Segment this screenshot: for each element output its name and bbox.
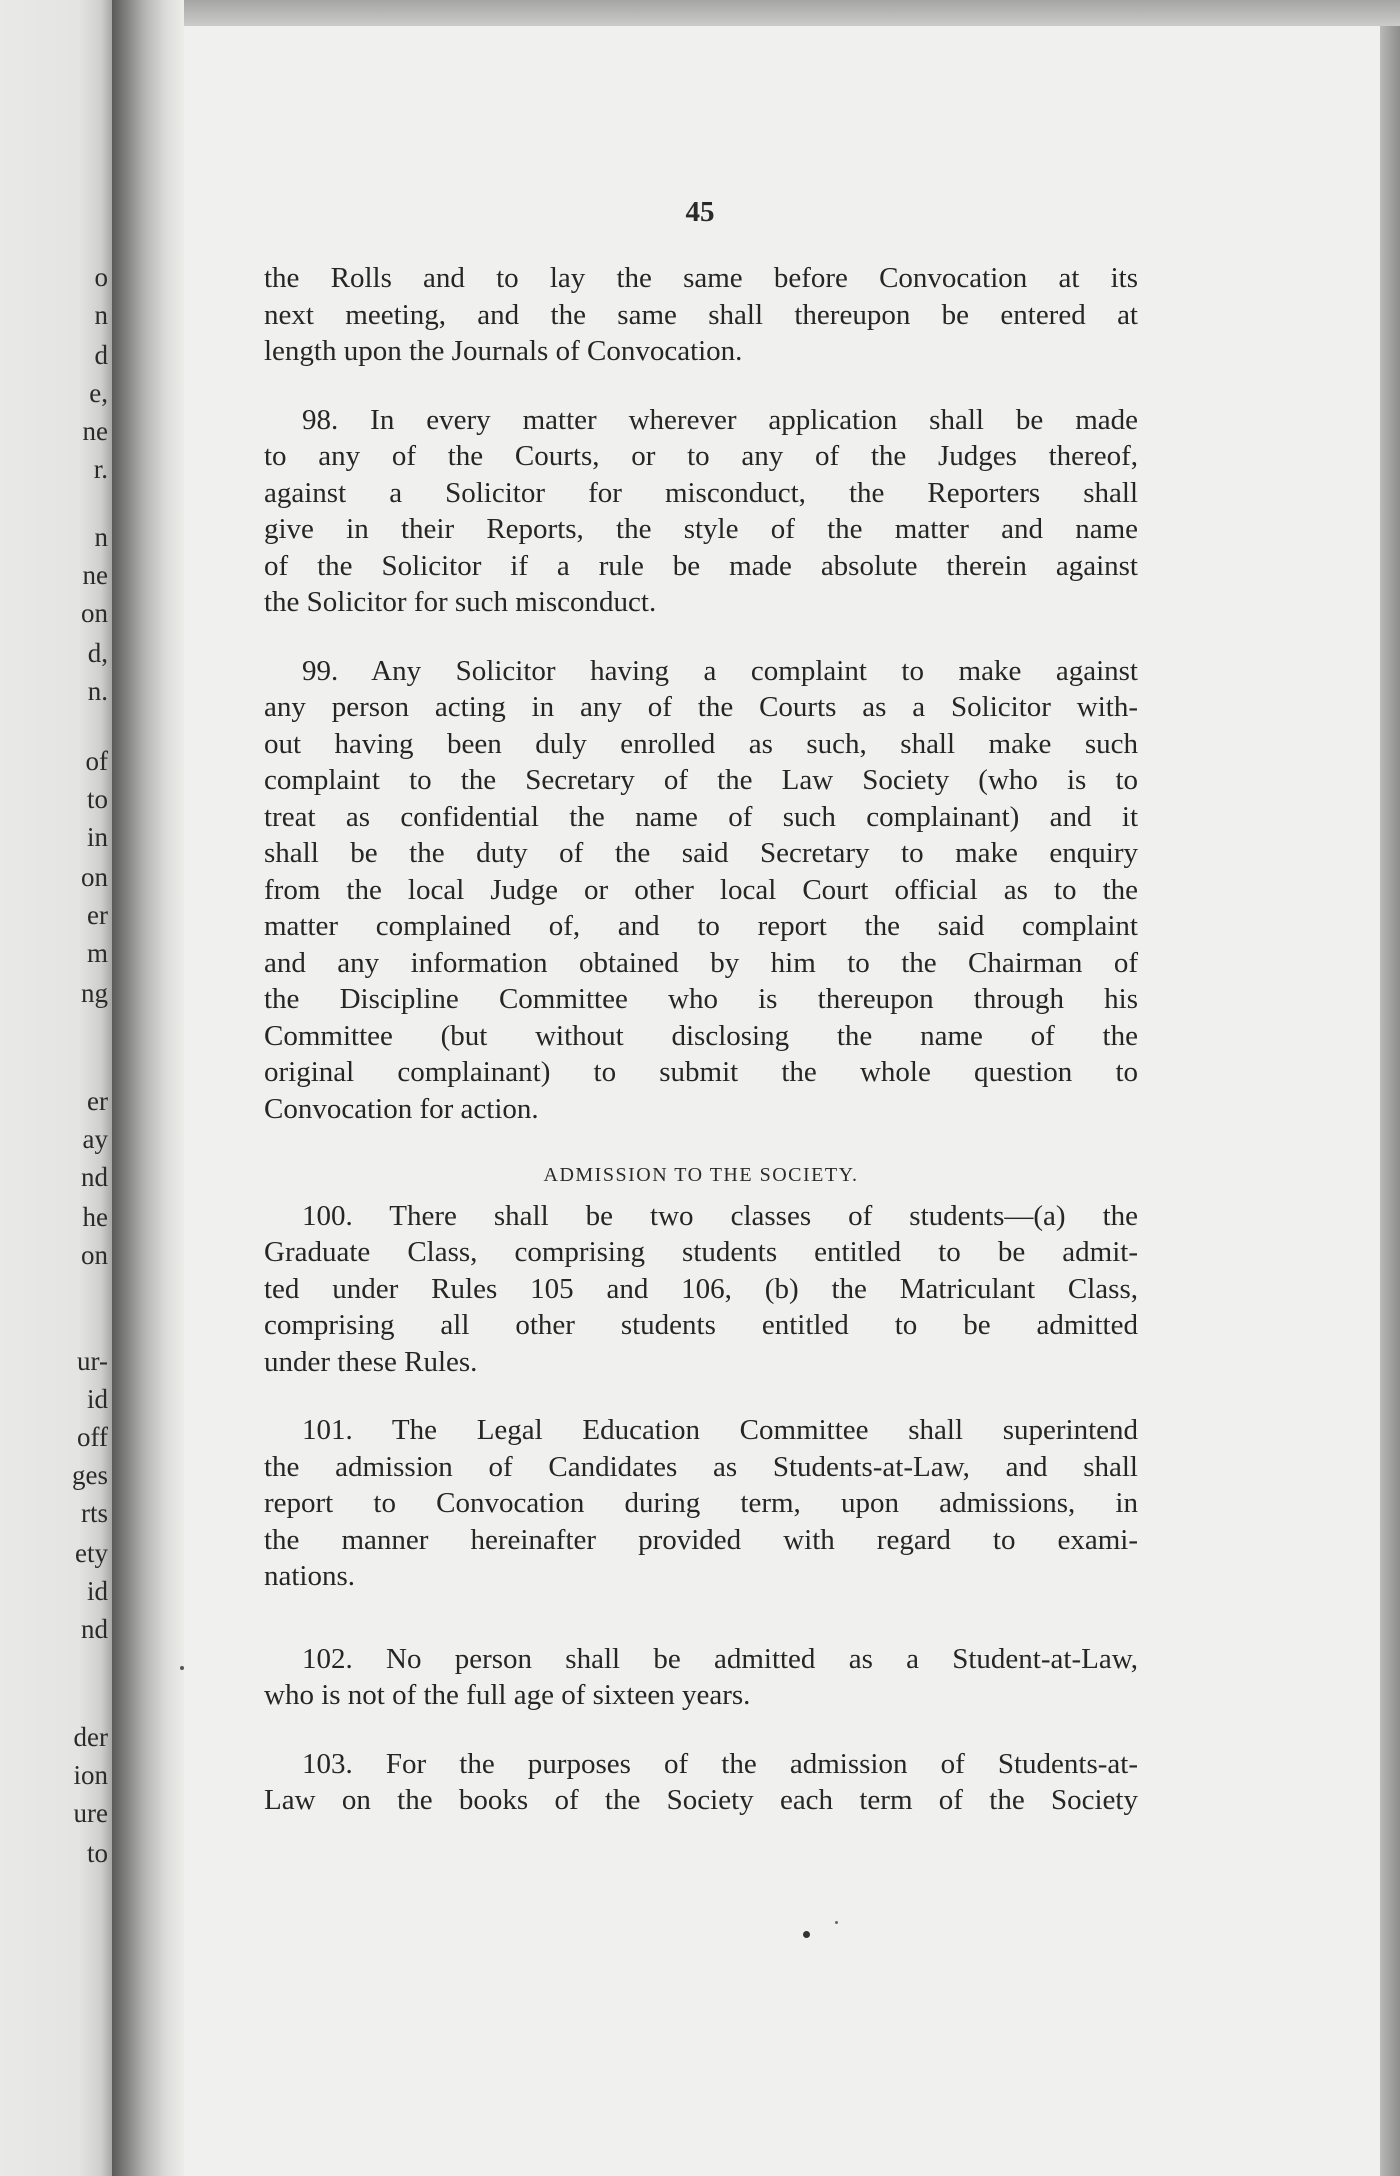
rule-99-paragraph: [264, 653, 1138, 1128]
rule-101-paragraph: [264, 1412, 1138, 1595]
text-line: from the local Judge or other local Court official as to the: [264, 873, 1138, 906]
section-heading: ADMISSION TO THE SOCIETY.: [543, 1164, 859, 1186]
left-page-fragment: o: [94, 262, 108, 292]
text-line: original complainant) to submit the whole question to: [264, 1056, 1138, 1088]
left-page-fragment: n: [94, 300, 108, 330]
text-line: the Discipline Committee who is thereupon through his: [264, 983, 1138, 1015]
left-page-fragment: ng: [81, 978, 108, 1008]
text-line: 103. For the purposes of the admission of Students-at-: [302, 1747, 1138, 1780]
text-line: shall be the duty of the said Secretary to make enquiry: [264, 837, 1138, 869]
left-page-fragment: in: [86, 822, 108, 852]
text-line: complaint to the Secretary of the Law Society (who is to: [264, 764, 1138, 796]
ink-speck: [835, 1921, 838, 1924]
left-page-fragment: of: [85, 746, 108, 776]
text-line: out having been duly enrolled as such, shall make such: [264, 727, 1138, 760]
left-page-fragment: n.: [87, 676, 108, 706]
rule-103-paragraph: [264, 1746, 1138, 1819]
text-line: treat as confidential the name of such complainant) and it: [264, 800, 1138, 833]
text-line: the Rolls and to lay the same before Convocation at its: [264, 262, 1138, 294]
text-line: give in their Reports, the style of the matter and name: [264, 513, 1138, 545]
ink-speck: [803, 1931, 810, 1938]
left-page-fragment: to: [86, 784, 108, 814]
left-page-fragment: nd: [81, 1614, 108, 1644]
page-body: [264, 196, 1138, 1819]
left-page-fragment: er: [87, 900, 108, 930]
left-page-fragment: ion: [73, 1760, 108, 1790]
text-line: the manner hereinafter provided with regard to exami-: [264, 1523, 1138, 1556]
text-line: and any information obtained by him to the Chairman of: [264, 946, 1138, 979]
left-page-fragment: ur-: [77, 1346, 108, 1376]
left-page-fragment: n: [94, 522, 108, 552]
text-line: the Solicitor for such misconduct.: [264, 586, 657, 618]
text-line: who is not of the full age of sixteen years.: [264, 1679, 751, 1711]
left-page-fragment: d,: [87, 638, 108, 668]
book-gutter-shadow: [112, 0, 184, 2176]
left-page-fragment: on: [81, 598, 108, 628]
left-page-fragment: ges: [72, 1460, 108, 1490]
left-page-fragment: on: [81, 862, 108, 892]
text-line: 100. There shall be two classes of students—(a) the: [302, 1199, 1138, 1232]
text-line: Law on the books of the Society each term of the Society: [264, 1784, 1138, 1816]
left-page-fragment: der: [73, 1722, 108, 1752]
continuation-paragraph: [264, 260, 1138, 370]
left-page-fragment: off: [77, 1422, 108, 1452]
text-line: matter complained of, and to report the said complaint: [264, 910, 1138, 942]
text-line: Convocation for action.: [264, 1092, 539, 1125]
left-page-fragment: id: [86, 1384, 108, 1414]
text-line: under these Rules.: [264, 1345, 478, 1378]
text-line: next meeting, and the same shall thereupon be entered at: [264, 298, 1138, 331]
text-line: 102. No person shall be admitted as a Student-at-Law,: [302, 1642, 1138, 1675]
left-page-edge: [0, 0, 112, 2176]
text-line: against a Solicitor for misconduct, the Reporters shall: [264, 476, 1138, 509]
left-page-fragment: er: [87, 1086, 108, 1116]
text-line: report to Convocation during term, upon admissions, in: [264, 1487, 1138, 1519]
left-page-fragment: on: [81, 1240, 108, 1270]
left-page-fragment: nd: [81, 1162, 108, 1192]
left-page-fragment: he: [82, 1202, 108, 1232]
left-page-fragment: ne: [82, 560, 108, 590]
left-page-fragment: to: [86, 1838, 108, 1868]
left-page-fragment: ne: [82, 416, 108, 446]
text-line: nations.: [264, 1560, 356, 1592]
left-page-fragment: r.: [93, 454, 108, 484]
left-page-fragment: id: [86, 1576, 108, 1606]
left-page-fragment: e,: [89, 378, 108, 408]
rule-100-paragraph: [264, 1198, 1138, 1381]
text-line: any person acting in any of the Courts as a Solicitor with-: [264, 691, 1138, 723]
text-line: to any of the Courts, or to any of the Judges thereof,: [264, 440, 1138, 472]
left-page-fragment: ety: [75, 1538, 108, 1568]
text-line: Committee (but without disclosing the name of the: [264, 1019, 1138, 1052]
page-top-edge: [184, 0, 1400, 26]
text-line: ted under Rules 105 and 106, (b) the Matriculant Class,: [264, 1272, 1138, 1305]
left-page-text-fragments: [0, 0, 112, 2176]
text-line: 101. The Legal Education Committee shall superintend: [302, 1414, 1138, 1446]
text-line: 99. Any Solicitor having a complaint to make against: [302, 654, 1138, 687]
left-page-fragment: ure: [73, 1798, 108, 1828]
text-line: 98. In every matter wherever application shall be made: [302, 403, 1138, 436]
text-line: the admission of Candidates as Students-at-Law, and shall: [264, 1450, 1138, 1483]
left-page-fragment: d: [94, 340, 108, 370]
page-right-edge: [1380, 26, 1400, 2176]
left-page-fragment: m: [86, 938, 108, 968]
rule-98-paragraph: [264, 402, 1138, 621]
page-number: 45: [685, 196, 715, 228]
text-line: of the Solicitor if a rule be made absolute therein against: [264, 549, 1138, 582]
left-page-fragment: ay: [82, 1124, 108, 1154]
text-line: comprising all other students entitled to be admitted: [264, 1309, 1138, 1341]
text-line: length upon the Journals of Convocation.: [264, 335, 743, 367]
ink-speck: [180, 1666, 184, 1670]
left-page-fragment: rts: [81, 1498, 108, 1528]
text-line: Graduate Class, comprising students entitled to be admit-: [264, 1236, 1138, 1268]
rule-102-paragraph: [264, 1641, 1138, 1714]
